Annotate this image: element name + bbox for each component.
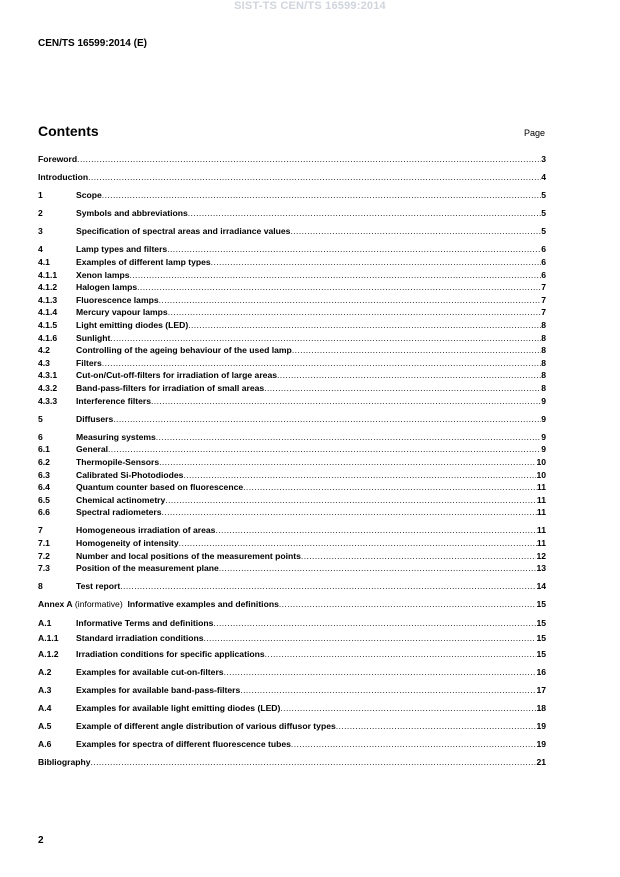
toc-entry[interactable] (38, 562, 546, 575)
toc-entry-number: 5 (38, 413, 43, 424)
toc-entry-title: Test report (76, 581, 121, 592)
toc-entry-page: 11 (536, 525, 546, 536)
toc-dot-leader (188, 207, 541, 220)
toc-entry-number: 6.6 (38, 507, 50, 518)
toc-entry[interactable] (38, 207, 546, 220)
page-number: 2 (38, 835, 44, 846)
toc-entry[interactable] (38, 648, 546, 661)
toc-entry-number: 3 (38, 226, 43, 237)
toc-dot-leader (277, 369, 541, 382)
toc-dot-leader (77, 153, 541, 166)
toc-entry-number: 6.1 (38, 444, 50, 455)
toc-entry-page: 7 (541, 282, 546, 293)
toc-entry-page: 5 (541, 208, 546, 219)
toc-entry-title: Filters (76, 357, 102, 368)
toc-entry-number: 6.4 (38, 482, 50, 493)
toc-entry-number: 8 (38, 581, 43, 592)
toc-entry[interactable] (38, 243, 546, 256)
toc-dot-leader (179, 537, 537, 550)
toc-entry-title: Examples for available light emitting diodes (LED) (76, 702, 281, 713)
toc-entry[interactable] (38, 666, 546, 679)
toc-entry-page: 4 (541, 172, 546, 183)
toc-dot-leader (183, 469, 536, 482)
toc-entry[interactable] (38, 153, 546, 166)
toc-dot-leader (279, 598, 537, 611)
toc-dot-leader (264, 382, 541, 395)
toc-entry-page: 8 (541, 370, 546, 381)
toc-entry[interactable] (38, 738, 546, 751)
toc-entry-title: Sunlight (76, 332, 111, 343)
toc-entry[interactable] (38, 332, 546, 345)
toc-entry-page: 15 (536, 633, 546, 644)
toc-entry[interactable] (38, 431, 546, 444)
toc-entry[interactable] (38, 580, 546, 593)
toc-entry-title: Chemical actinometry (76, 494, 166, 505)
toc-dot-leader (213, 617, 536, 630)
toc-entry[interactable] (38, 537, 546, 550)
toc-dot-leader (137, 281, 541, 294)
toc-entry-title: Examples for available cut-on-filters (76, 666, 224, 677)
toc-entry-title: Specification of spectral areas and irradiance values (76, 226, 291, 237)
toc-entry-page: 8 (541, 357, 546, 368)
toc-dot-leader (188, 319, 541, 332)
watermark-text: SIST-TS CEN/TS 16599:2014 (234, 0, 386, 12)
toc-entry-title: Lamp types and filters (76, 244, 168, 255)
toc-entry[interactable] (38, 395, 546, 408)
toc-entry-title: Cut-on/Cut-off-filters for irradiation of large areas (76, 370, 278, 381)
toc-entry[interactable] (38, 189, 546, 202)
toc-entry-number: 4.1.6 (38, 332, 58, 343)
toc-annex-label: Annex A (38, 599, 73, 610)
toc-entry-page: 21 (536, 757, 546, 768)
toc-dot-leader (240, 684, 536, 697)
toc-entry-title: Foreword (38, 154, 78, 164)
contents-heading: Contents (38, 123, 99, 139)
toc-entry-page: 19 (536, 739, 546, 750)
toc-entry-number: 4.1.2 (38, 282, 58, 293)
toc-dot-leader (265, 648, 537, 661)
toc-dot-leader (203, 632, 536, 645)
toc-entry[interactable] (38, 171, 546, 184)
toc-entry-title: Examples for spectra of different fluorescence tubes (76, 739, 291, 750)
toc-entry-page: 9 (541, 431, 546, 442)
toc-entry-page: 11 (536, 507, 546, 518)
toc-entry-number: 7.3 (38, 563, 50, 574)
toc-entry-number: 4.3 (38, 357, 50, 368)
toc-entry-page: 15 (536, 617, 546, 628)
toc-dot-leader (159, 456, 536, 469)
toc-entry-title: Examples for available band-pass-filters (76, 684, 241, 695)
toc-dot-leader (120, 580, 536, 593)
toc-entry-number: 7 (38, 525, 43, 536)
toc-entry-title: Controlling of the ageing behaviour of the used lamp (76, 345, 292, 356)
toc-dot-leader (88, 171, 541, 184)
toc-entry-page: 10 (536, 469, 546, 480)
toc-entry[interactable] (38, 481, 546, 494)
toc-entry-page: 8 (541, 332, 546, 343)
toc-dot-leader (113, 413, 541, 426)
toc-dot-leader (129, 269, 541, 282)
toc-entry-page: 8 (541, 345, 546, 356)
toc-entry-title: Spectral radiometers (76, 507, 162, 518)
toc-entry-title: Calibrated Si-Photodiodes (76, 469, 184, 480)
toc-entry-number: 4.1.1 (38, 269, 58, 280)
toc-dot-leader (102, 357, 541, 370)
toc-dot-leader (224, 666, 537, 679)
toc-annex-title: Informative examples and definitions (127, 599, 279, 610)
toc-entry-title: Diffusers (76, 413, 114, 424)
toc-entry-title: Light emitting diodes (LED) (76, 320, 189, 331)
toc-entry-number: 6.5 (38, 494, 50, 505)
toc-entry[interactable] (38, 357, 546, 370)
toc-entry-title: General (76, 444, 109, 455)
toc-entry-title: Symbols and abbreviations (76, 208, 188, 219)
toc-entry-page: 19 (536, 721, 546, 732)
toc-entry[interactable] (38, 456, 546, 469)
toc-entry[interactable] (38, 319, 546, 332)
toc-entry[interactable] (38, 506, 546, 519)
toc-dot-leader (219, 562, 537, 575)
toc-entry-number: A.2 (38, 666, 52, 677)
toc-entry-page: 8 (541, 383, 546, 393)
toc-entry-number: 4 (38, 244, 43, 255)
toc-entry-number: A.4 (38, 702, 52, 713)
toc-entry-number: 2 (38, 208, 43, 219)
toc-entry-title: Mercury vapour lamps (76, 307, 168, 318)
toc-entry-title: Scope (76, 190, 102, 201)
table-of-contents (38, 153, 546, 769)
toc-entry-number: 4.1.4 (38, 307, 58, 318)
toc-entry-title: Examples of different lamp types (76, 257, 211, 268)
toc-entry-number: A.1 (38, 617, 52, 628)
toc-dot-leader (290, 225, 541, 238)
toc-entry-title: Informative Terms and definitions (76, 617, 214, 628)
toc-entry[interactable] (38, 256, 546, 269)
toc-dot-leader (280, 702, 536, 715)
toc-entry[interactable] (38, 550, 546, 563)
toc-entry-page: 15 (536, 599, 546, 610)
toc-dot-leader (156, 431, 541, 444)
toc-entry-page: 13 (536, 563, 546, 574)
toc-entry-title: Irradiation conditions for specific applications (76, 648, 265, 659)
toc-dot-leader (336, 720, 537, 733)
toc-dot-leader (165, 494, 537, 507)
toc-entry-number: 4.1.5 (38, 320, 58, 331)
toc-entry-title: Interference filters (76, 395, 151, 406)
toc-entry[interactable] (38, 382, 546, 395)
toc-entry-page: 11 (536, 538, 546, 549)
toc-entry-number: 4.1 (38, 257, 50, 268)
toc-entry-number: 6 (38, 431, 43, 442)
toc-dot-leader (167, 243, 541, 256)
toc-entry[interactable] (38, 684, 546, 697)
toc-entry-page: 18 (536, 702, 546, 713)
toc-dot-leader (162, 506, 537, 519)
toc-entry[interactable] (38, 617, 546, 630)
toc-entry-page: 7 (541, 307, 546, 318)
toc-entry-title: Halogen lamps (76, 282, 138, 293)
toc-entry[interactable] (38, 413, 546, 426)
toc-entry-page: 5 (541, 190, 546, 201)
toc-entry-page: 12 (536, 550, 546, 561)
toc-entry-number: A.6 (38, 739, 52, 750)
toc-entry-title (38, 598, 279, 611)
toc-entry-title: Standard irradiation conditions (76, 633, 204, 644)
toc-entry-title: Measuring systems (76, 431, 156, 442)
toc-dot-leader (102, 189, 541, 202)
toc-entry-title: Position of the measurement plane (76, 563, 219, 574)
toc-entry-title: Xenon lamps (76, 269, 130, 280)
toc-entry-title: Band-pass-filters for irradiation of small areas (76, 383, 265, 393)
toc-entry-page: 6 (541, 269, 546, 280)
toc-entry[interactable] (38, 756, 546, 769)
toc-entry-number: A.5 (38, 721, 52, 732)
toc-entry-title: Homogeneity of intensity (76, 538, 179, 549)
toc-entry[interactable] (38, 369, 546, 382)
toc-dot-leader (108, 443, 541, 456)
toc-entry-title: Quantum counter based on fluorescence (76, 482, 244, 493)
toc-entry-number: 6.3 (38, 469, 50, 480)
toc-entry-page: 6 (541, 257, 546, 268)
toc-entry-page: 15 (536, 648, 546, 659)
toc-entry-page: 8 (541, 320, 546, 331)
toc-dot-leader (301, 550, 537, 563)
toc-entry[interactable] (38, 494, 546, 507)
toc-entry[interactable] (38, 524, 546, 537)
toc-entry[interactable] (38, 281, 546, 294)
toc-entry-title: Homogeneous irradiation of areas (76, 525, 216, 536)
toc-entry-number: 7.1 (38, 538, 50, 549)
toc-entry-number: 6.2 (38, 456, 50, 467)
document-id: CEN/TS 16599:2014 (E) (38, 38, 147, 49)
toc-entry-number: A.1.1 (38, 633, 59, 644)
toc-entry-number: 1 (38, 190, 43, 201)
toc-entry-page: 11 (536, 494, 546, 505)
toc-dot-leader (159, 294, 542, 307)
toc-dot-leader (168, 306, 542, 319)
toc-entry-number: A.1.2 (38, 648, 59, 659)
toc-entry-page: 10 (536, 456, 546, 467)
toc-dot-leader (215, 524, 536, 537)
toc-dot-leader (91, 756, 537, 769)
toc-dot-leader (292, 344, 541, 357)
toc-entry-title: Number and local positions of the measurement points (76, 550, 301, 561)
toc-entry-title: Thermopile-Sensors (76, 456, 160, 467)
toc-dot-leader (291, 738, 537, 751)
toc-entry-page: 11 (536, 482, 546, 493)
toc-entry[interactable] (38, 443, 546, 456)
toc-entry[interactable] (38, 720, 546, 733)
toc-entry-title: Introduction (38, 172, 89, 183)
toc-entry[interactable] (38, 294, 546, 307)
toc-entry-page: 9 (541, 395, 546, 406)
toc-dot-leader (211, 256, 542, 269)
toc-entry[interactable] (38, 632, 546, 645)
toc-entry-page: 3 (541, 154, 546, 164)
toc-dot-leader (151, 395, 541, 408)
toc-entry[interactable] (38, 344, 546, 357)
toc-entry-number: 7.2 (38, 550, 50, 561)
toc-entry-title: Bibliography (38, 757, 91, 768)
toc-entry-number: 4.3.1 (38, 370, 58, 381)
toc-entry-page: 14 (536, 581, 546, 592)
toc-entry-title: Example of different angle distribution of various diffusor types (76, 721, 336, 732)
toc-entry-number: 4.2 (38, 345, 50, 356)
toc-entry-page: 5 (541, 226, 546, 237)
toc-entry-number: 4.1.3 (38, 294, 58, 305)
toc-entry-page: 7 (541, 294, 546, 305)
toc-entry-number: A.3 (38, 684, 52, 695)
toc-entry[interactable] (38, 702, 546, 715)
toc-dot-leader (110, 332, 541, 345)
toc-entry[interactable] (38, 469, 546, 482)
toc-entry[interactable] (38, 598, 546, 611)
toc-dot-leader (243, 481, 537, 494)
toc-entry[interactable] (38, 269, 546, 282)
toc-entry-title: Fluorescence lamps (76, 294, 159, 305)
toc-entry-page: 16 (536, 666, 546, 677)
toc-entry-number: 4.3.3 (38, 395, 58, 406)
toc-entry[interactable] (38, 225, 546, 238)
toc-entry-page: 9 (541, 444, 546, 455)
toc-entry[interactable] (38, 306, 546, 319)
page-column-label: Page (523, 128, 545, 138)
toc-entry-page: 6 (541, 244, 546, 255)
toc-entry-page: 17 (536, 684, 546, 695)
toc-annex-note: (informative) (72, 599, 128, 610)
toc-entry-number: 4.3.2 (38, 383, 58, 393)
toc-entry-page: 9 (541, 413, 546, 424)
